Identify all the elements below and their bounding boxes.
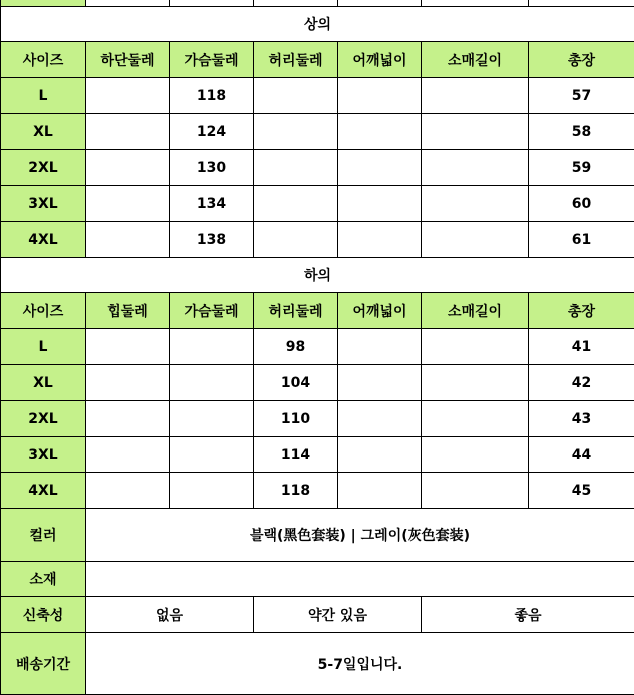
top-header-cell: 어깨넓이 [338, 42, 422, 78]
value-cell: 98 [254, 329, 338, 365]
stretch-option-good: 좋음 [422, 597, 634, 633]
table-row [1, 329, 634, 365]
size-label-cell: XL [1, 114, 86, 150]
value-cell [422, 78, 529, 114]
top-header-cell: 가슴둘레 [170, 42, 254, 78]
table-row [1, 365, 634, 401]
material-label: 소재 [1, 562, 86, 597]
bottom-header-cell: 소매길이 [422, 293, 529, 329]
table-row [1, 437, 634, 473]
bottom-section-title: 하의 [1, 258, 634, 293]
value-cell: 134 [170, 186, 254, 222]
table-row [1, 150, 634, 186]
value-cell [254, 150, 338, 186]
value-cell [338, 329, 422, 365]
value-cell [86, 222, 170, 258]
value-cell [338, 150, 422, 186]
value-cell [422, 437, 529, 473]
top-section-title: 상의 [1, 7, 634, 42]
material-row [1, 562, 634, 597]
value-cell [338, 401, 422, 437]
value-cell: 124 [170, 114, 254, 150]
value-cell: 44 [529, 437, 634, 473]
value-cell [86, 150, 170, 186]
value-cell [170, 329, 254, 365]
value-cell [338, 114, 422, 150]
color-row [1, 509, 634, 562]
size-label-cell: L [1, 329, 86, 365]
value-cell [338, 222, 422, 258]
value-cell [254, 186, 338, 222]
bottom-header-cell: 힙둘레 [86, 293, 170, 329]
value-cell: 110 [254, 401, 338, 437]
size-label-cell: 4XL [1, 473, 86, 509]
stretch-row [1, 597, 634, 633]
value-cell [422, 329, 529, 365]
size-label-cell: 2XL [1, 401, 86, 437]
value-cell [170, 437, 254, 473]
value-cell: 60 [529, 186, 634, 222]
value-cell: 104 [254, 365, 338, 401]
value-cell [422, 365, 529, 401]
size-label-cell: 3XL [1, 437, 86, 473]
value-cell [86, 78, 170, 114]
bottom-header-cell: 가슴둘레 [170, 293, 254, 329]
table-row [1, 78, 634, 114]
value-cell [338, 365, 422, 401]
top-header-cell: 총장 [529, 42, 634, 78]
top-header-cell: 소매길이 [422, 42, 529, 78]
value-cell: 58 [529, 114, 634, 150]
value-cell [86, 114, 170, 150]
stretch-option-slight: 약간 있음 [254, 597, 422, 633]
value-cell [422, 186, 529, 222]
size-label-cell: L [1, 78, 86, 114]
table-row [1, 114, 634, 150]
value-cell: 61 [529, 222, 634, 258]
value-cell: 41 [529, 329, 634, 365]
shipping-value: 5-7일입니다. [86, 633, 634, 695]
bottom-header-cell: 어깨넓이 [338, 293, 422, 329]
size-label-cell: 3XL [1, 186, 86, 222]
value-cell [422, 401, 529, 437]
value-cell [254, 114, 338, 150]
value-cell [254, 78, 338, 114]
material-value [86, 562, 634, 597]
bottom-header-cell: 사이즈 [1, 293, 86, 329]
value-cell [422, 114, 529, 150]
value-cell [86, 437, 170, 473]
value-cell: 138 [170, 222, 254, 258]
top-header-cell: 하단둘레 [86, 42, 170, 78]
value-cell [170, 365, 254, 401]
value-cell: 118 [170, 78, 254, 114]
table-row [1, 186, 634, 222]
value-cell: 57 [529, 78, 634, 114]
value-cell [422, 473, 529, 509]
value-cell [86, 365, 170, 401]
bottom-header-cell: 허리둘레 [254, 293, 338, 329]
table-row [1, 473, 634, 509]
size-label-cell: XL [1, 365, 86, 401]
value-cell: 118 [254, 473, 338, 509]
value-cell [422, 150, 529, 186]
stretch-option-none: 없음 [86, 597, 254, 633]
value-cell [86, 186, 170, 222]
value-cell [254, 222, 338, 258]
value-cell [422, 222, 529, 258]
value-cell [86, 473, 170, 509]
stretch-label: 신축성 [1, 597, 86, 633]
value-cell [338, 186, 422, 222]
bottom-header-row [1, 293, 634, 329]
bottom-section-title-row [1, 258, 634, 293]
value-cell [86, 329, 170, 365]
value-cell: 114 [254, 437, 338, 473]
value-cell [170, 473, 254, 509]
value-cell [170, 401, 254, 437]
top-section-title-row [1, 7, 634, 42]
value-cell [338, 437, 422, 473]
top-header-row [1, 42, 634, 78]
table-row [1, 222, 634, 258]
color-value: 블랙(黑色套装) | 그레이(灰色套装) [86, 509, 634, 562]
size-label-cell: 2XL [1, 150, 86, 186]
value-cell: 59 [529, 150, 634, 186]
value-cell: 45 [529, 473, 634, 509]
value-cell: 42 [529, 365, 634, 401]
shipping-label: 배송기간 [1, 633, 86, 695]
top-header-cell: 허리둘레 [254, 42, 338, 78]
value-cell [338, 78, 422, 114]
table-row [1, 401, 634, 437]
value-cell [338, 473, 422, 509]
color-label: 컬러 [1, 509, 86, 562]
top-header-cell: 사이즈 [1, 42, 86, 78]
value-cell: 43 [529, 401, 634, 437]
shipping-row [1, 633, 634, 695]
bottom-header-cell: 총장 [529, 293, 634, 329]
value-cell [86, 401, 170, 437]
value-cell: 130 [170, 150, 254, 186]
size-label-cell: 4XL [1, 222, 86, 258]
